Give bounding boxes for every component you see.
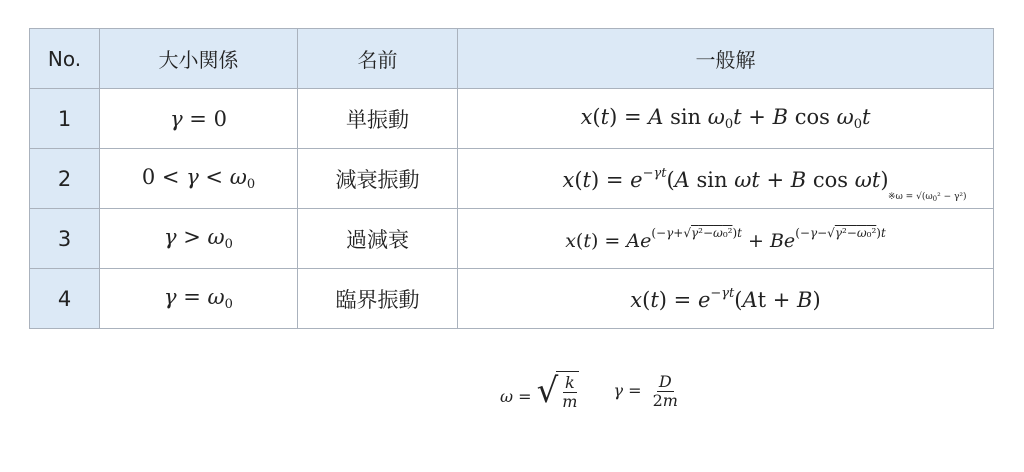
row-relation: $0 < \gamma < \omega_0$ — [100, 149, 298, 209]
table-row — [30, 89, 994, 149]
row-no: 1 — [30, 89, 100, 149]
definitions — [500, 371, 680, 411]
header-relation: 大小関係 — [100, 29, 298, 89]
table-row — [30, 269, 994, 329]
row-relation: γ = 0 — [100, 89, 298, 149]
table-row — [30, 209, 994, 269]
header-solution: 一般解 — [458, 29, 994, 89]
row-relation: $\gamma > \omega_0$ — [100, 209, 298, 269]
header-name: 名前 — [298, 29, 458, 89]
row-solution: x(t) = A $\sin \omega_0t + B$ $\cos \omega_0t$ — [458, 89, 994, 149]
row-solution: $x(t) = Ae^{(-\gamma+√\gamma^2-\omega_0^2)t} + Be^{(-\gamma-√\gamma^2-\omega_0^2)t}$ — [458, 209, 994, 269]
row-name: 過減衰 — [298, 209, 458, 269]
row-name: 単振動 — [298, 89, 458, 149]
header-row — [30, 29, 994, 89]
row-name: 臨界振動 — [298, 269, 458, 329]
row-solution: $x(t) = e^{-\gamma t}(A$ sin ωt + B cos ωt) ※ω = $√(\omega_0^2 - \gamma^2)$ — [458, 149, 994, 209]
header-no: No. — [30, 29, 100, 89]
row-no: 2 — [30, 149, 100, 209]
row-no: 3 — [30, 209, 100, 269]
gamma-definition: γ = $\frac{D}{2m}$ — [613, 371, 678, 410]
row-no: 4 — [30, 269, 100, 329]
row-name: 減衰振動 — [298, 149, 458, 209]
omega-definition: ω = √ $\frac{k}{m}$ — [500, 371, 578, 411]
solutions-table — [29, 28, 994, 329]
omega-note: ※ω = $√(\omega_0^2 - \gamma^2)$ — [887, 191, 967, 203]
table-row — [30, 149, 994, 209]
row-relation: $\gamma = \omega_0$ — [100, 269, 298, 329]
row-solution: $x(t) = e^{-\gamma t}(At + B)$ — [458, 269, 994, 329]
